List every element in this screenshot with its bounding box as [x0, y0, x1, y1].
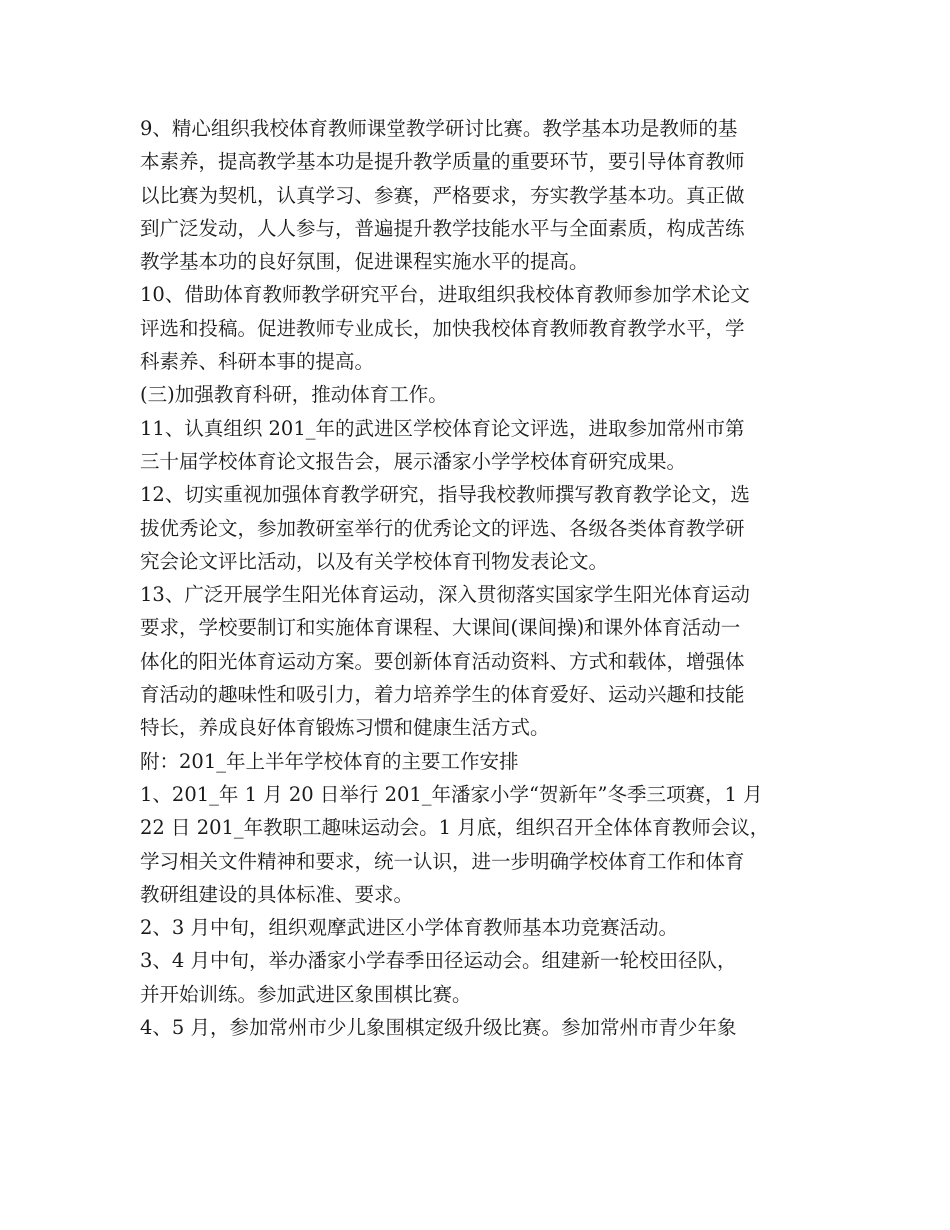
text-line: 要求，学校要制订和实施体育课程、大课间(课间操)和课外体育活动一: [140, 616, 741, 640]
text-line: 三十届学校体育论文报告会，展示潘家小学学校体育研究成果。: [140, 449, 687, 473]
text-line: 9、精心组织我校体育教师课堂教学研讨比赛。教学基本功是教师的基: [140, 117, 738, 140]
text-line: 本素养，提高教学基本功是提升教学质量的重要环节，要引导体育教师: [140, 150, 745, 174]
text-line: 评选和投稿。促进教师专业成长，加快我校体育教师教育教学水平，学: [140, 316, 745, 340]
text-line: 11、认真组织 201_年的武进区学校体育论文评选，进取参加常州市第: [140, 416, 745, 440]
appendix-heading: 附：201_年上半年学校体育的主要工作安排: [140, 749, 519, 773]
document-body: [140, 112, 830, 1044]
text-line: 22 日 201_年教职工趣味运动会。1 月底，组织召开全体体育教师会议，: [140, 816, 770, 840]
text-line: 并开始训练。参加武进区象围棋比赛。: [140, 982, 472, 1006]
text-line: 到广泛发动，人人参与，普遍提升教学技能水平与全面素质，构成苦练: [140, 216, 745, 240]
text-line: 究会论文评比活动，以及有关学校体育刊物发表论文。: [140, 549, 609, 573]
text-line: 2、3 月中旬，组织观摩武进区小学体育教师基本功竞赛活动。: [140, 916, 679, 940]
text-line: 体化的阳光体育运动方案。要创新体育活动资料、方式和载体，增强体: [140, 649, 745, 673]
text-line: 拔优秀论文，参加教研室举行的优秀论文的评选、各级各类体育教学研: [140, 516, 745, 540]
text-line: 12、切实重视加强体育教学研究，指导我校教师撰写教育教学论文，选: [140, 483, 750, 507]
text-line: 学习相关文件精神和要求，统一认识，进一步明确学校体育工作和体育: [140, 849, 745, 873]
text-line: 3、4 月中旬，举办潘家小学春季田径运动会。组建新一轮校田径队，: [140, 949, 737, 973]
text-line: 10、借助体育教师教学研究平台，进取组织我校体育教师参加学术论文: [140, 283, 750, 307]
text-line: 13、广泛开展学生阳光体育运动，深入贯彻落实国家学生阳光体育运动: [140, 583, 750, 607]
text-line: 特长，养成良好体育锻炼习惯和健康生活方式。: [140, 716, 550, 740]
text-line: 4、5 月，参加常州市少儿象围棋定级升级比赛。参加常州市青少年象: [140, 1016, 737, 1040]
text-line: 科素养、科研本事的提高。: [140, 350, 375, 374]
text-line: 教研组建设的具体标准、要求。: [140, 882, 414, 906]
text-line: 教学基本功的良好氛围，促进课程实施水平的提高。: [140, 250, 589, 274]
text-line: 以比赛为契机，认真学习、参赛，严格要求，夯实教学基本功。真正做: [140, 183, 745, 207]
text-line: 育活动的趣味性和吸引力，着力培养学生的体育爱好、运动兴趣和技能: [140, 683, 745, 707]
section-heading: (三)加强教育科研，推动体育工作。: [140, 383, 448, 407]
text-line: 1、201_年 1 月 20 日举行 201_年潘家小学“贺新年”冬季三项赛，1 月: [140, 782, 763, 806]
